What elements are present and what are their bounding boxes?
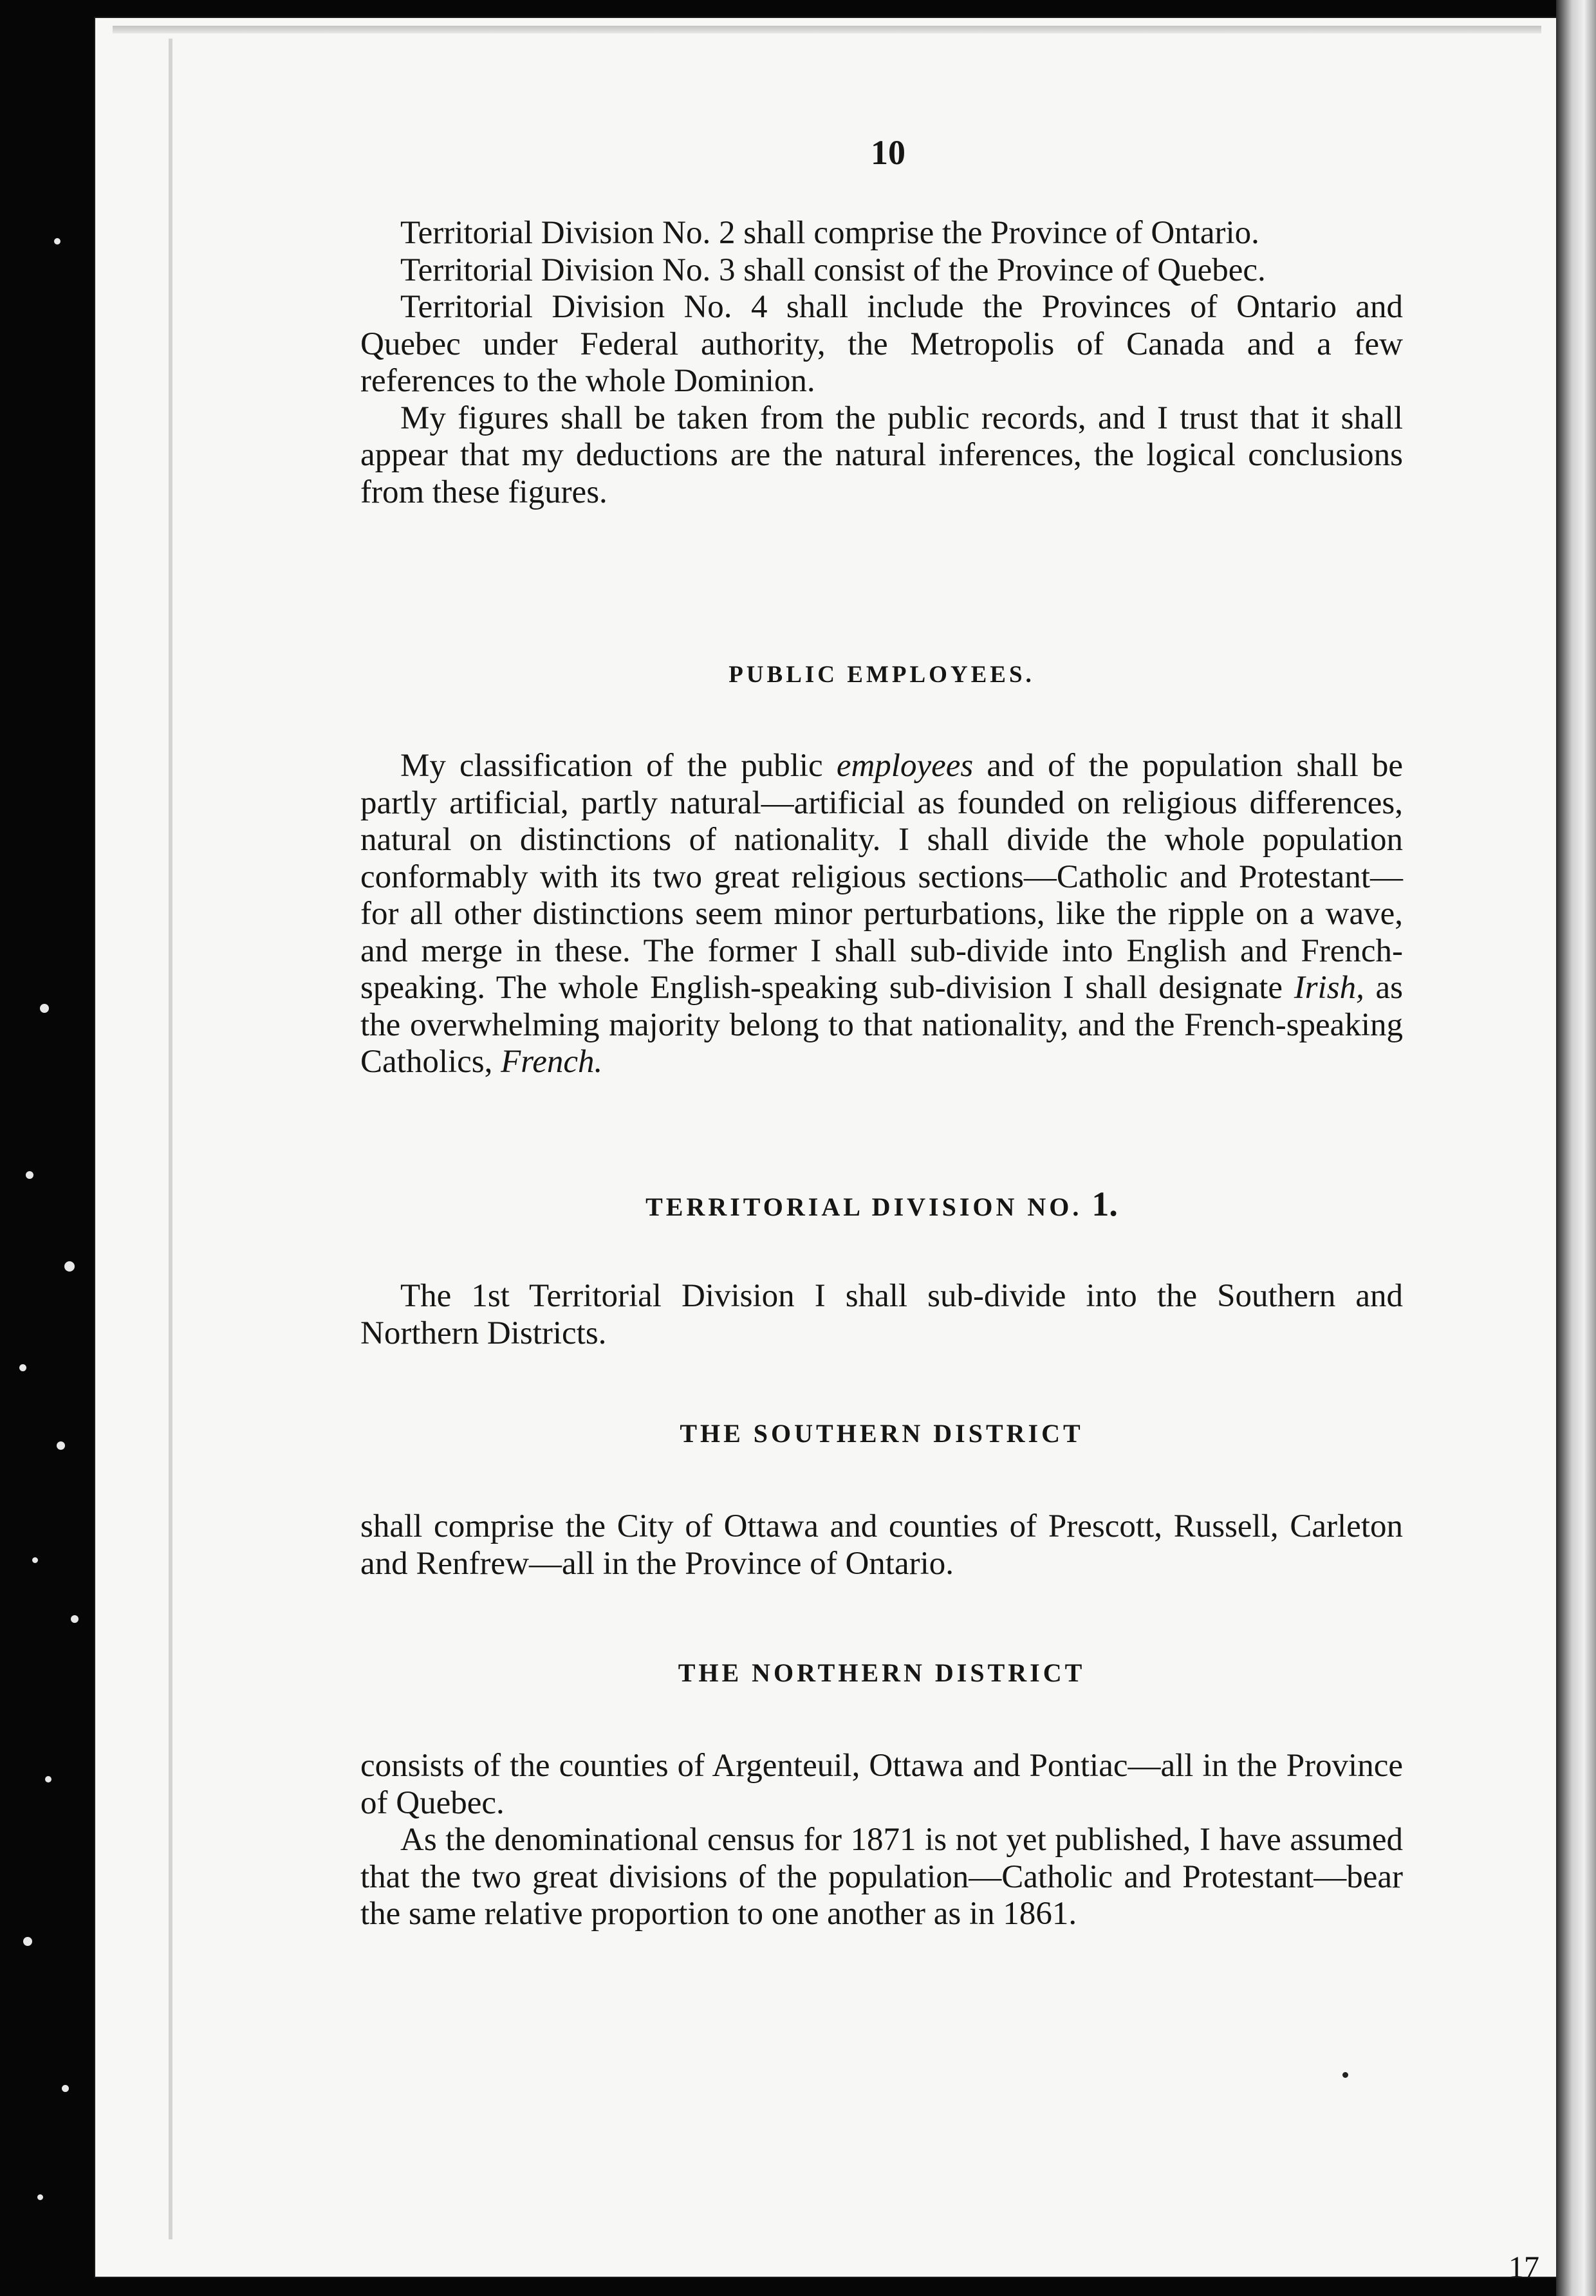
paragraph: My figures shall be taken from the public records, and I trust that it shall appear that my deductions are the natural inferences, the logical conclusions from these figures. bbox=[360, 400, 1403, 510]
territorial-division-paragraph bbox=[360, 1278, 1403, 1352]
paragraph: The 1st Territorial Division I shall sub-divide into the Southern and Northern Districts. bbox=[360, 1278, 1403, 1351]
heading-number: 1. bbox=[1091, 1185, 1118, 1223]
italic-text: French. bbox=[501, 1044, 603, 1080]
page-top-edge bbox=[113, 26, 1541, 33]
public-employees-paragraph bbox=[360, 748, 1403, 1081]
scan-speck bbox=[19, 1364, 26, 1371]
italic-text: employees bbox=[836, 748, 974, 784]
scan-speck bbox=[32, 1557, 38, 1563]
section-heading-southern-district: THE SOUTHERN DISTRICT bbox=[680, 1419, 1084, 1448]
scan-speck bbox=[64, 1261, 75, 1272]
paragraph: Territorial Division No. 4 shall include the Provinces of Ontario and Quebec under Federal authority, the Metropolis of Canada and a few references to the whole Dominion. bbox=[360, 289, 1403, 399]
paragraph: Territorial Division No. 3 shall consist of the Province of Quebec. bbox=[400, 252, 1266, 288]
scan-speck bbox=[40, 1004, 49, 1013]
southern-district-paragraph bbox=[360, 1508, 1403, 1582]
italic-text: Irish, bbox=[1294, 970, 1364, 1006]
paragraph: Territorial Division No. 2 shall comprise the Province of Ontario. bbox=[400, 215, 1259, 251]
section-heading-public-employees: PUBLIC EMPLOYEES. bbox=[728, 662, 1035, 688]
heading-text: TERRITORIAL DIVISION NO. bbox=[645, 1192, 1082, 1221]
page-left-edge bbox=[169, 39, 172, 2239]
paragraph: shall comprise the City of Ottawa and counties of Prescott, Russell, Carleton and Renfrew—all in the Province of Ontario. bbox=[360, 1508, 1403, 1582]
text-run: My classification of the public bbox=[400, 748, 837, 784]
paragraph: As the denominational census for 1871 is not yet published, I have assumed that the two great divisions of the population—Catholic and Protestant—bear the same relative proportion to one another as in 1861. bbox=[360, 1822, 1403, 1932]
scan-speck bbox=[62, 2085, 69, 2092]
page-number: 10 bbox=[871, 133, 905, 172]
section-heading-territorial-division bbox=[360, 1187, 1403, 1221]
scan-speck bbox=[37, 2194, 43, 2200]
section-heading-northern-district: THE NORTHERN DISTRICT bbox=[678, 1658, 1086, 1687]
page-binding-edge bbox=[1556, 0, 1596, 2296]
scan-speck bbox=[26, 1171, 33, 1179]
intro-paragraphs bbox=[360, 215, 1403, 511]
scan-speck bbox=[54, 238, 60, 245]
scan-speck bbox=[45, 1776, 51, 1782]
paragraph: consists of the counties of Argenteuil, Ottawa and Pontiac—all in the Province of Quebec. bbox=[360, 1748, 1403, 1821]
scan-speck bbox=[57, 1441, 65, 1450]
scan-speck bbox=[71, 1615, 79, 1623]
scan-speck bbox=[23, 1937, 32, 1946]
northern-district-paragraphs bbox=[360, 1748, 1403, 1933]
corner-mark: 17 bbox=[1508, 2250, 1539, 2284]
text-run: and of the population shall be partly artificial, partly natural—artificial as founded on religious differences, natural on distinctions of nationality. I shall divide the whole population conformably with its two great religious sections—Catholic and Protestant—for all other distinctions seem minor perturbations, like the ripple on a wave, and merge in these. The former I shall sub-divide into English and French-speaking. The whole English-speaking sub-division I shall designate bbox=[360, 748, 1403, 1006]
text-run: as the overwhelming majority belong to that nationality, and the French-speaking Catholics, bbox=[360, 970, 1403, 1080]
ink-dot bbox=[1342, 2072, 1348, 2078]
paragraph bbox=[360, 748, 1403, 1081]
